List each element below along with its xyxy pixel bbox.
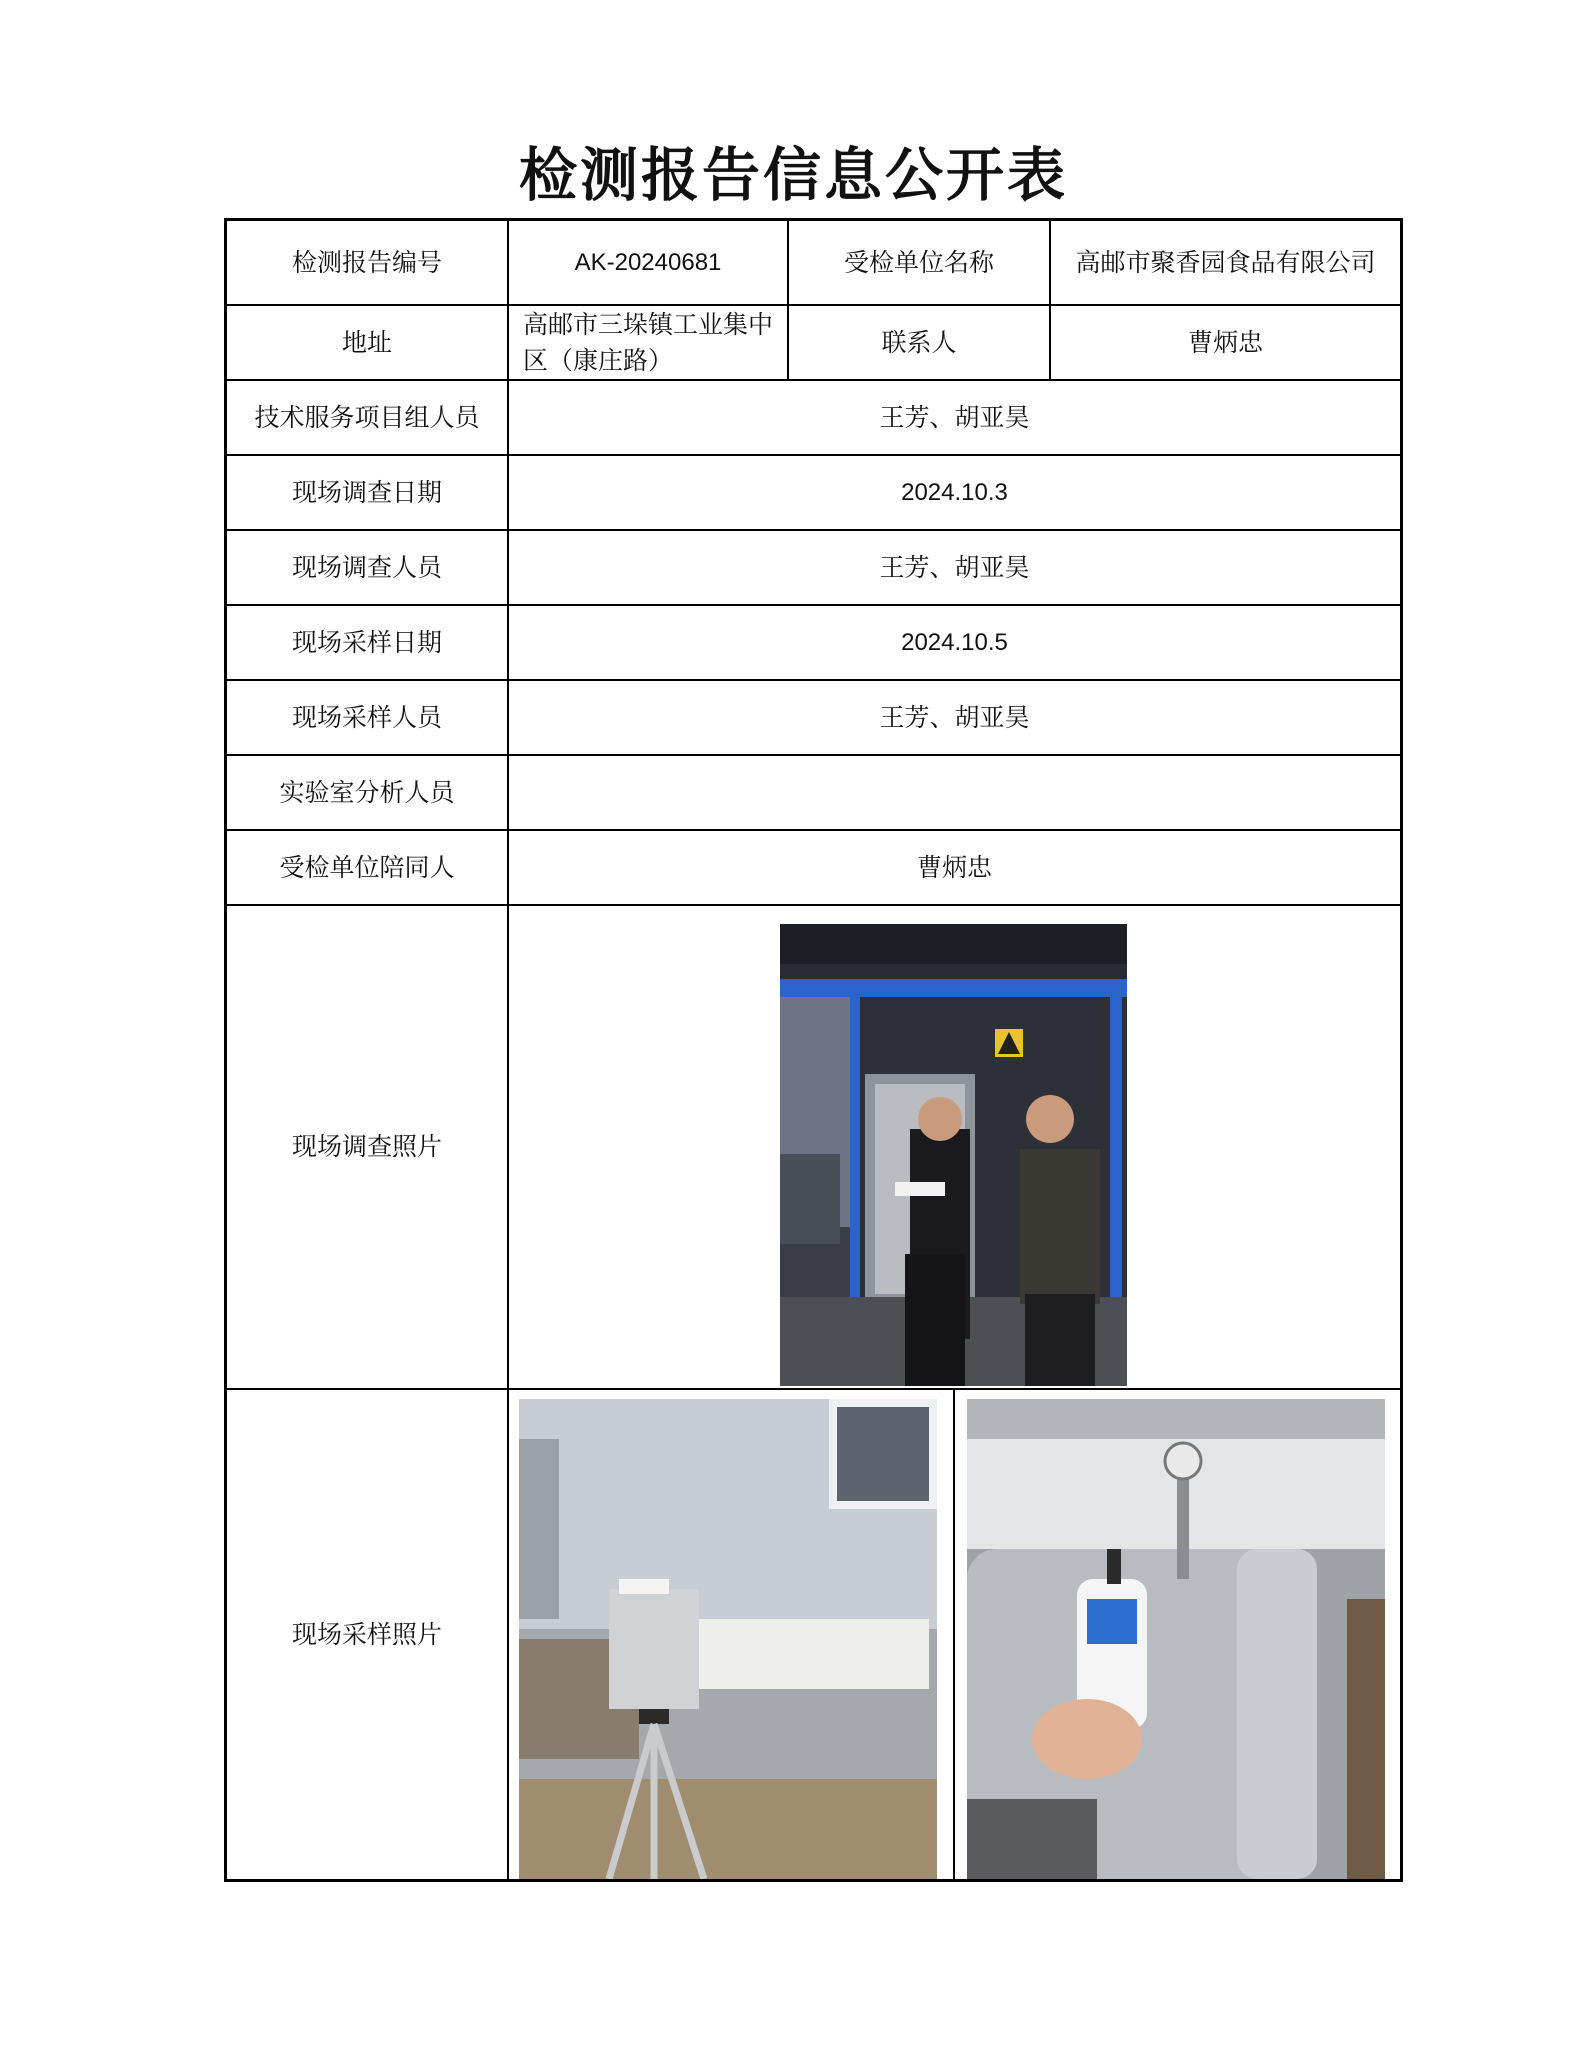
survey-photo-label: 现场调查照片 (291, 1132, 442, 1161)
survey-staff-value: 王芳、胡亚昊 (879, 552, 1030, 582)
col-divider (953, 1390, 955, 1879)
escort-label: 受检单位陪同人 (279, 852, 455, 882)
sampling-staff-label: 现场采样人员 (291, 702, 442, 732)
lab-staff-value (509, 756, 1400, 829)
contact-value: 曹炳忠 (1187, 327, 1263, 357)
sampling-staff-value: 王芳、胡亚昊 (879, 702, 1030, 732)
address-label: 地址 (341, 327, 392, 357)
sampling-photo-2 (967, 1399, 1385, 1879)
sampling-photo-1 (519, 1399, 937, 1879)
sampling-date-value: 2024.10.5 (901, 628, 1008, 656)
report-no-label: 检测报告编号 (291, 247, 442, 277)
escort-value: 曹炳忠 (916, 852, 992, 882)
unit-name-label: 受检单位名称 (843, 247, 994, 277)
page-title: 检测报告信息公开表 (518, 141, 1068, 209)
info-table (224, 218, 1403, 1882)
sampling-date-label: 现场采样日期 (291, 627, 442, 657)
report-no-value: AK-20240681 (574, 248, 722, 276)
survey-photo-image (780, 924, 1127, 1386)
sampling-photo-1-image (519, 1399, 937, 1879)
address-value: 高邮市三垛镇工业集中区（康庄路） (523, 309, 774, 375)
sampling-photo-label: 现场采样照片 (291, 1619, 442, 1649)
survey-photo (780, 924, 1127, 1386)
survey-date-value: 2024.10.3 (901, 478, 1008, 506)
project-team-value: 王芳、胡亚昊 (879, 402, 1030, 432)
survey-staff-label: 现场调查人员 (291, 552, 442, 582)
sampling-photo-2-image (967, 1399, 1385, 1879)
contact-label: 联系人 (881, 327, 957, 357)
unit-name-value: 高邮市聚香园食品有限公司 (1075, 247, 1376, 277)
lab-staff-label: 实验室分析人员 (279, 777, 455, 807)
survey-date-label: 现场调查日期 (291, 477, 442, 507)
project-team-label: 技术服务项目组人员 (254, 402, 480, 432)
